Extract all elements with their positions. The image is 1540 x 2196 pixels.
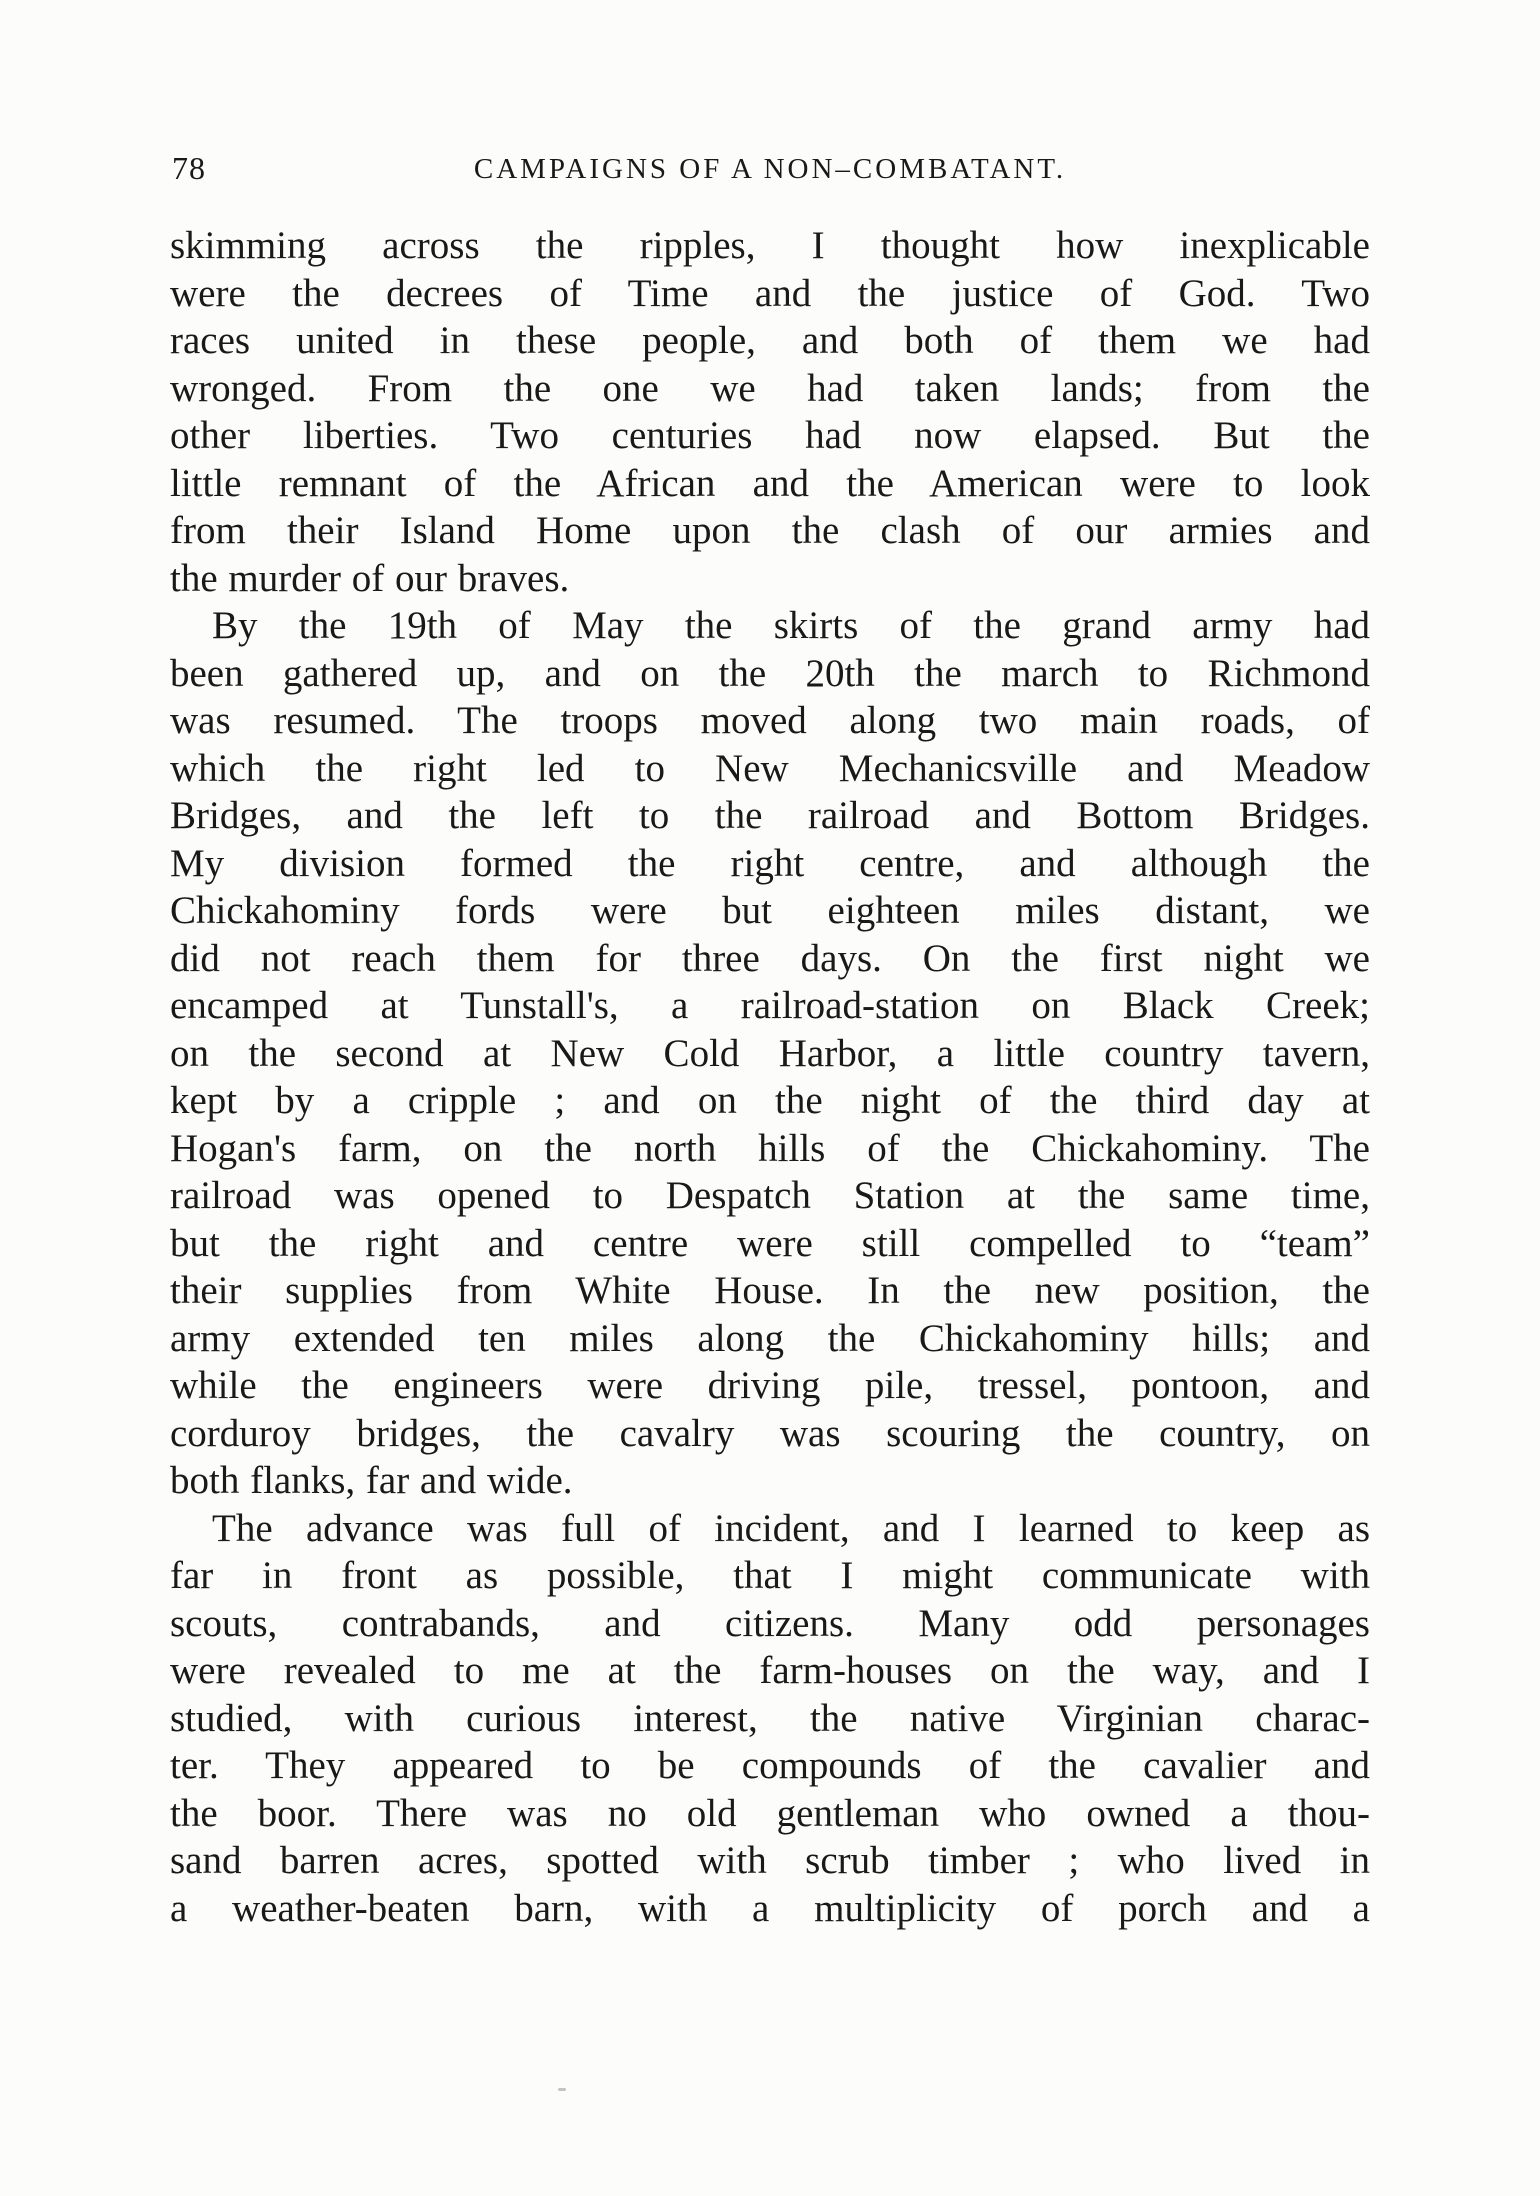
text-line: little remnant of the African and the American were to look bbox=[170, 461, 1370, 505]
text-line: races united in these people, and both of them we had bbox=[170, 319, 1370, 362]
text-line: been gathered up, and on the 20th the march to Richmond bbox=[170, 651, 1370, 695]
text-line: wronged. From the one we had taken lands; from the bbox=[170, 366, 1370, 410]
page-number: 78 bbox=[172, 150, 206, 186]
paragraph bbox=[170, 222, 1370, 602]
text-block bbox=[170, 150, 1370, 1932]
text-line: but the right and centre were still compelled to “team” bbox=[170, 1221, 1370, 1265]
text-line: which the right led to New Mechanicsville and Meadow bbox=[170, 746, 1370, 790]
text-line: while the engineers were driving pile, tressel, pontoon, and bbox=[170, 1364, 1370, 1407]
text-line: was resumed. The troops moved along two main roads, of bbox=[170, 699, 1370, 742]
running-head-title: CAMPAIGNS OF A NON–COMBATANT. bbox=[473, 153, 1067, 185]
text-line: far in front as possible, that I might communicate with bbox=[170, 1554, 1370, 1597]
text-line: studied, with curious interest, the native Virginian charac- bbox=[170, 1696, 1370, 1740]
text-line: By the 19th of May the skirts of the grand army had bbox=[212, 604, 1370, 647]
text-line: sand barren acres, spotted with scrub timber ; who lived in bbox=[170, 1839, 1370, 1882]
text-line: Bridges, and the left to the railroad and Bottom Bridges. bbox=[170, 794, 1370, 837]
text-line: My division formed the right centre, and although the bbox=[170, 841, 1370, 885]
text-line: did not reach them for three days. On the first night we bbox=[170, 936, 1370, 980]
text-line: Chickahominy fords were but eighteen miles distant, we bbox=[170, 889, 1370, 932]
text-line: skimming across the ripples, I thought how inexplicable bbox=[170, 224, 1370, 267]
text-line: Hogan's farm, on the north hills of the Chickahominy. The bbox=[170, 1126, 1370, 1170]
text-line: corduroy bridges, the cavalry was scouring the country, on bbox=[170, 1411, 1370, 1455]
paragraph bbox=[170, 1505, 1370, 1933]
text-line: The advance was full of incident, and I learned to keep as bbox=[212, 1506, 1370, 1550]
text-line: railroad was opened to Despatch Station at the same time, bbox=[170, 1174, 1370, 1217]
text-line: from their Island Home upon the clash of our armies and bbox=[170, 509, 1370, 552]
text-line: ter. They appeared to be compounds of the cavalier and bbox=[170, 1744, 1370, 1787]
text-line: both flanks, far and wide. bbox=[170, 1459, 573, 1502]
text-line: scouts, contrabands, and citizens. Many odd personages bbox=[170, 1601, 1370, 1645]
text-line: were revealed to me at the farm-houses on the way, and I bbox=[170, 1649, 1370, 1692]
text-line: a weather-beaten barn, with a multiplicity of porch and a bbox=[170, 1886, 1370, 1930]
text-line: the murder of our braves. bbox=[170, 556, 570, 600]
page-body bbox=[170, 222, 1370, 1932]
scan-speck bbox=[558, 2088, 566, 2091]
text-line: other liberties. Two centuries had now elapsed. But the bbox=[170, 414, 1370, 457]
text-line: their supplies from White House. In the new position, the bbox=[170, 1269, 1370, 1312]
running-header bbox=[170, 150, 1370, 196]
text-line: the boor. There was no old gentleman who owned a thou- bbox=[170, 1791, 1370, 1835]
text-line: kept by a cripple ; and on the night of the third day at bbox=[170, 1079, 1370, 1122]
text-line: army extended ten miles along the Chickahominy hills; and bbox=[170, 1316, 1370, 1360]
paragraph bbox=[170, 602, 1370, 1505]
text-line: encamped at Tunstall's, a railroad-station on Black Creek; bbox=[170, 984, 1370, 1027]
text-line: on the second at New Cold Harbor, a little country tavern, bbox=[170, 1031, 1370, 1075]
text-line: were the decrees of Time and the justice of God. Two bbox=[170, 271, 1370, 315]
